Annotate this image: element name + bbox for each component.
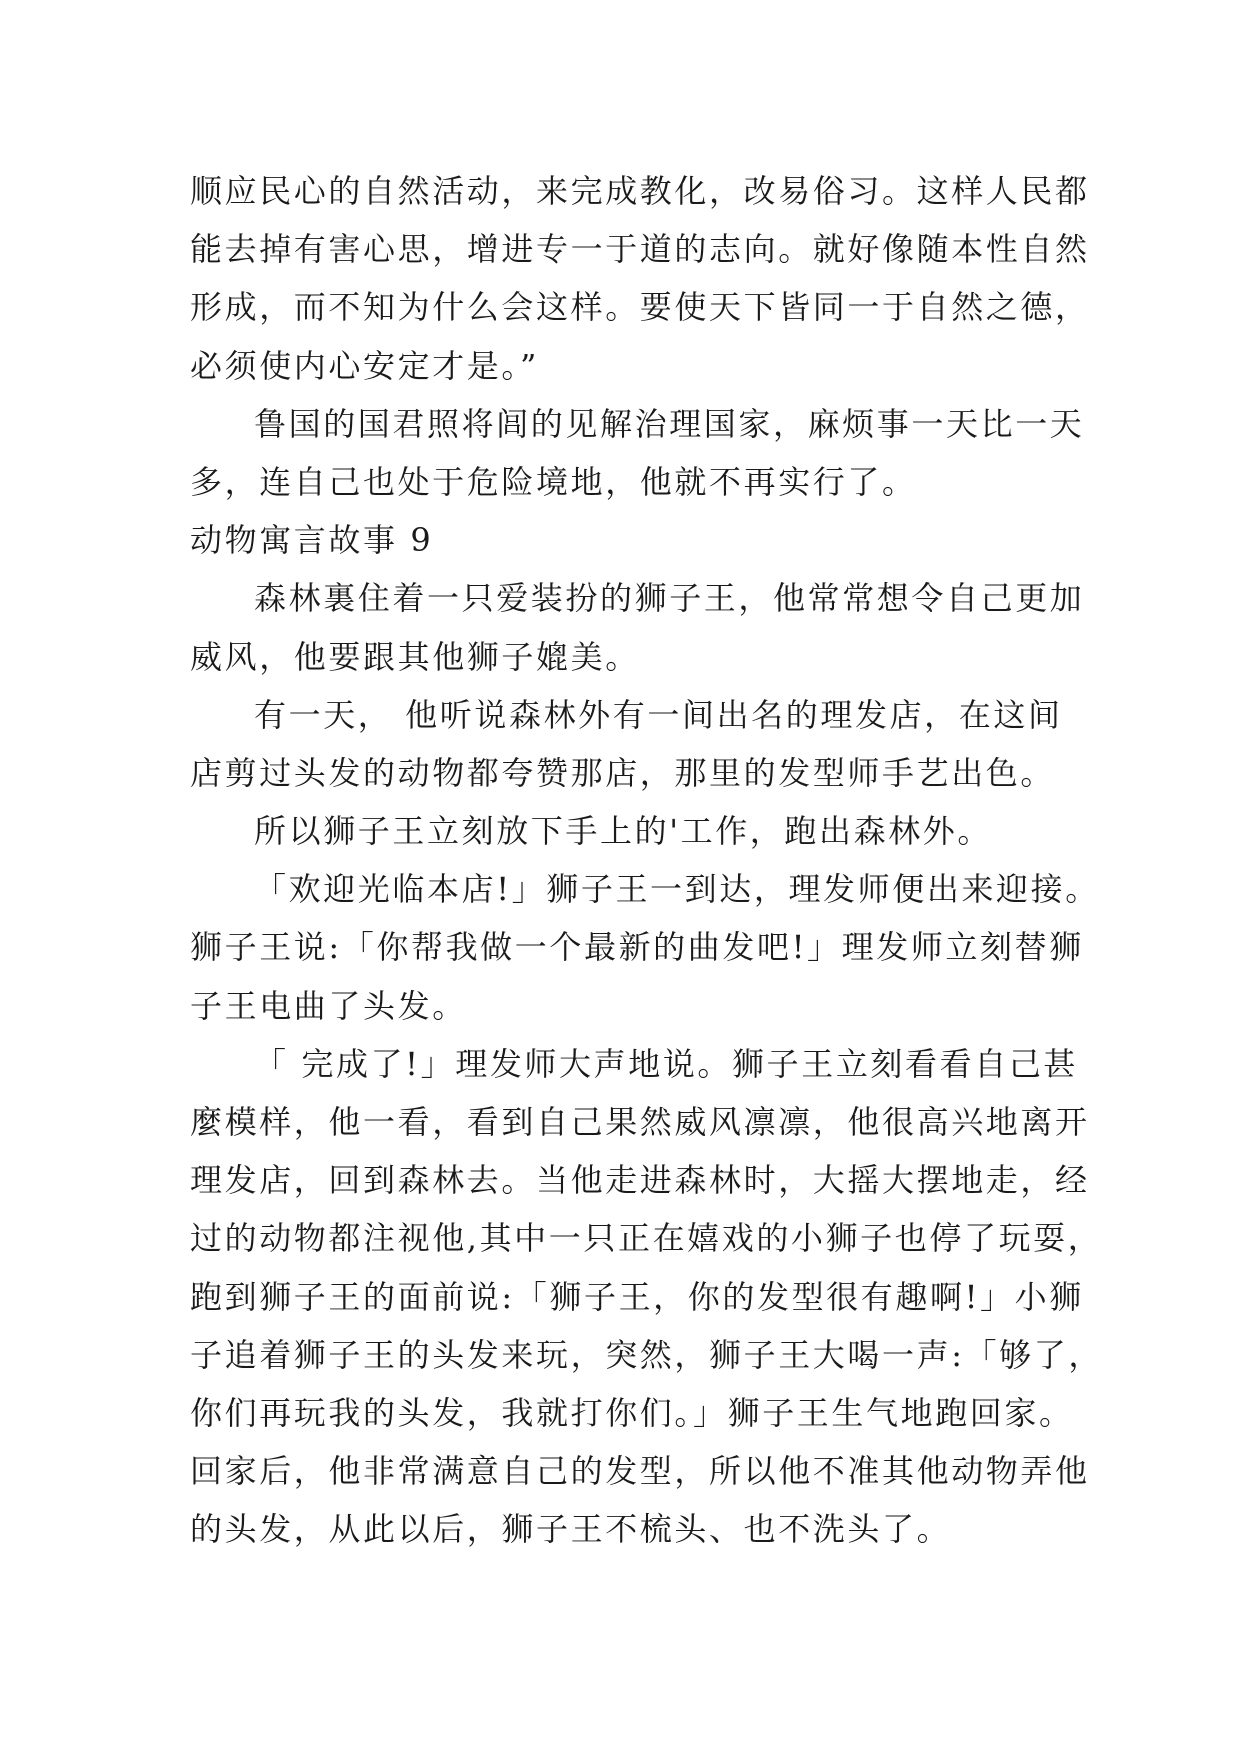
text-line: 威风，他要跟其他狮子媲美。 <box>190 637 640 676</box>
text-line: 跑到狮子王的面前说:「狮子王，你的发型很有趣啊!」小狮 <box>190 1277 1084 1316</box>
document-body <box>190 162 1103 1559</box>
text-line: 回家后，他非常满意自己的发型，所以他不准其他动物弄他 <box>190 1452 1090 1491</box>
text-line: 子王电曲了头发。 <box>190 986 467 1025</box>
text-line: 能去掉有害心思，增进专一于道的志向。就好像随本性自然 <box>190 230 1090 269</box>
text-line: 多，连自己也处于危险境地，他就不再实行了。 <box>190 462 917 501</box>
text-line: 顺应民心的自然活动，来完成教化，改易俗习。这样人民都 <box>190 172 1090 210</box>
text-line: 麼模样，他一看，看到自己果然威风凛凛，他很高兴地离开 <box>190 1103 1090 1141</box>
text-line: 所以狮子王立刻放下手上的'工作，跑出森林外。 <box>254 812 992 851</box>
text-line: 店剪过头发的动物都夸赞那店，那里的发型师手艺出色。 <box>190 753 1056 792</box>
text-line: 有一天， 他听说森林外有一间出名的理发店，在这间 <box>254 695 1063 734</box>
text-line: 鲁国的国君照将闾的见解治理国家，麻烦事一天比一天 <box>254 404 1085 443</box>
text-line: 「 完成了!」理发师大声地说。狮子王立刻看看自己甚 <box>254 1044 1079 1083</box>
text-line: 森林裏住着一只爱装扮的狮子王，他常常想令自己更加 <box>254 579 1085 618</box>
text-line: 子追着狮子王的头发来玩，突然，狮子王大喝一声:「够了， <box>190 1335 1103 1374</box>
text-line: 的头发，从此以后，狮子王不梳头、也不洗头了。 <box>190 1510 952 1549</box>
text-line: 你们再玩我的头发，我就打你们。」狮子王生气地跑回家。 <box>190 1393 1074 1432</box>
text-line: 必须使内心安定才是。” <box>190 346 539 385</box>
text-line: 过的动物都注视他,其中一只正在嬉戏的小狮子也停了玩耍， <box>190 1219 1103 1258</box>
section-heading: 动物寓言故事 9 <box>190 521 434 560</box>
text-line: 「欢迎光临本店!」狮子王一到达，理发师便出来迎接。 <box>254 870 1100 909</box>
text-line: 狮子王说:「你帮我做一个最新的曲发吧!」理发师立刻替狮 <box>190 928 1084 967</box>
text-line: 形成，而不知为什么会这样。要使天下皆同一于自然之德， <box>190 288 1090 327</box>
text-line: 理发店，回到森林去。当他走进森林时，大摇大摆地走，经 <box>190 1161 1090 1200</box>
